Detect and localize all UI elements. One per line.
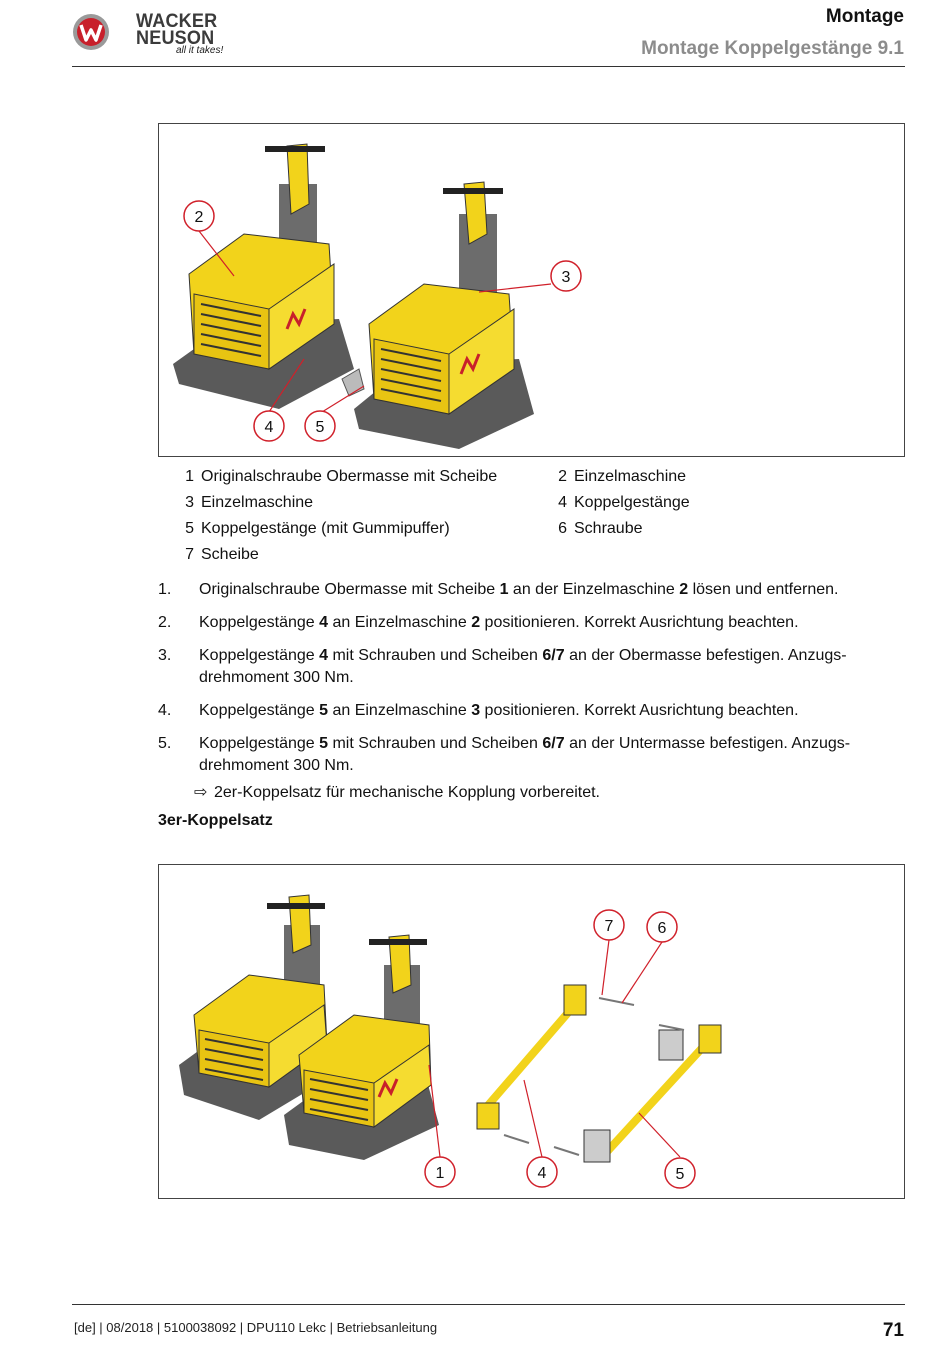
logo-line1: WACKER (136, 11, 218, 32)
figure2-callouts (159, 865, 904, 1198)
logo-line2: NEUSON (136, 28, 215, 49)
figure-two-machines (158, 123, 905, 457)
section-heading: 3er-Koppelsatz (158, 812, 273, 829)
callout-5: 5 (675, 1166, 685, 1183)
result-arrow-icon: ⇨ (194, 784, 208, 801)
header-title: Montage (825, 6, 904, 27)
figure1-callouts (159, 124, 904, 456)
logo-tagline: all it takes! (176, 45, 224, 56)
step-5: 5. Koppelgestänge 5 mit Schrauben und Scheiben 6/7 an der Untermasse befestigen. Anzugs-drehmoment 300 Nm. (158, 735, 851, 774)
callout-7: 7 (604, 918, 614, 935)
footer-doc-info: [de] | 08/2018 | 5100038092 | DPU110 Lekc | Betriebsanleitung (74, 1320, 438, 1335)
logo-wordmark (136, 13, 228, 47)
callout-1: 1 (435, 1165, 445, 1182)
header-subtitle: Montage Koppelgestänge 9.1 (641, 38, 904, 59)
step-result: ⇨ 2er-Koppelsatz für mechanische Kopplung vorbereitet. (194, 782, 600, 804)
figure-coupling-kit (158, 864, 905, 1199)
wacker-neuson-logo-icon (72, 13, 110, 51)
step-2: 2. Koppelgestänge 4 an Einzelmaschine 2 positionieren. Korrekt Ausrichtung beachten. (158, 614, 799, 631)
callout-4: 4 (264, 419, 274, 436)
page-number: 71 (882, 1320, 904, 1341)
callout-2: 2 (194, 209, 204, 226)
header-divider (72, 66, 905, 67)
figure-legend: 1 Originalschraube Obermasse mit Scheibe 2 Einzelmaschine 3 Einzelmaschine 4 Koppelgestänge 5 Koppelgestänge (mit Gummipuffer) 6 Schraube 7 Scheibe (185, 468, 690, 563)
callout-6: 6 (657, 920, 667, 937)
step-4: 4. Koppelgestänge 5 an Einzelmaschine 3 positionieren. Korrekt Ausrichtung beachten. (158, 702, 799, 719)
callout-4: 4 (537, 1165, 547, 1182)
step-3: 3. Koppelgestänge 4 mit Schrauben und Scheiben 6/7 an der Obermasse befestigen. Anzugs-drehmoment 300 Nm. (158, 647, 847, 686)
callout-3: 3 (561, 269, 571, 286)
callout-5: 5 (315, 419, 325, 436)
footer-divider (72, 1304, 905, 1305)
step-1: 1. Originalschraube Obermasse mit Scheibe 1 an der Einzelmaschine 2 lösen und entfernen. (158, 581, 839, 598)
